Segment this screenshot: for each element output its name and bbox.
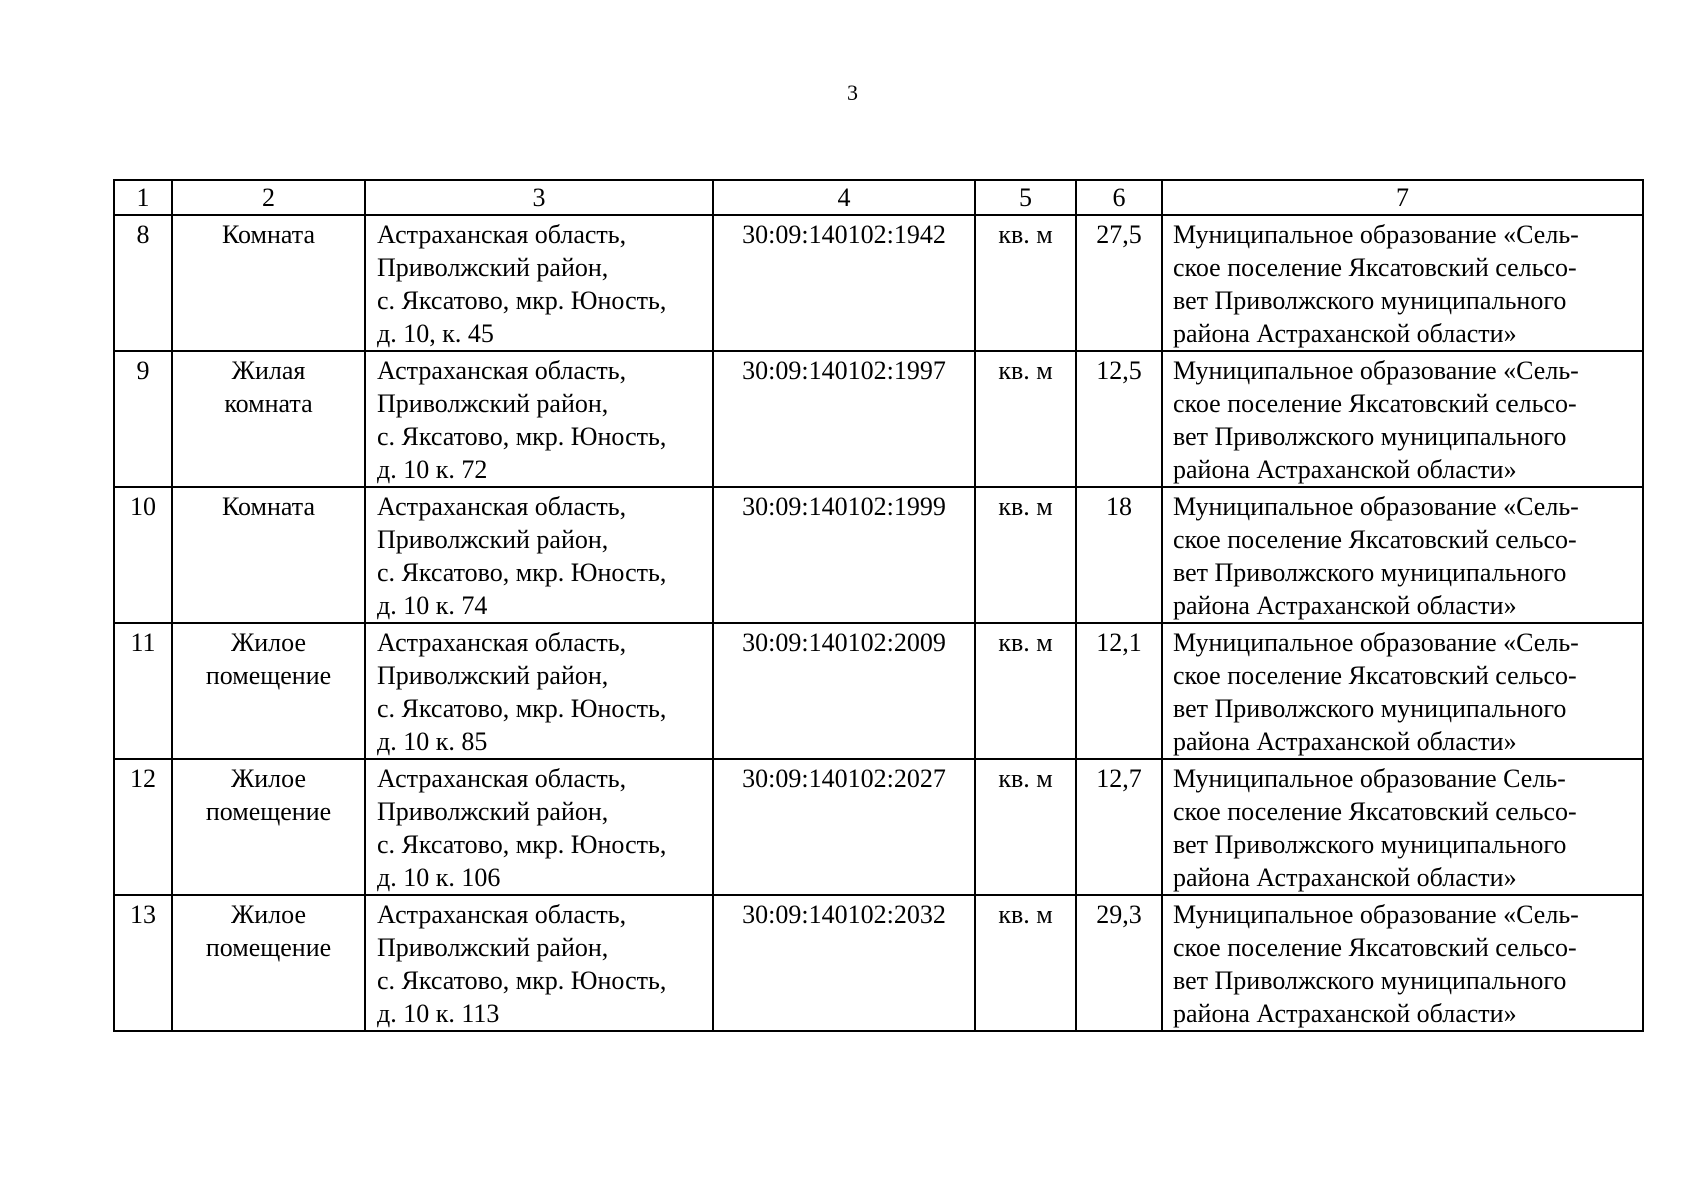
address-cell-line: Астраханская область, xyxy=(377,220,627,249)
cadastral-number-cell: 30:09:140102:2009 xyxy=(713,623,975,759)
address-cell xyxy=(365,623,713,759)
object-name-cell xyxy=(172,351,365,487)
row-number-cell: 11 xyxy=(114,623,172,759)
owner-cell xyxy=(1162,215,1643,351)
unit-cell: кв. м xyxy=(975,487,1076,623)
cadastral-number-cell: 30:09:140102:1942 xyxy=(713,215,975,351)
address-cell-line: с. Яксатово, мкр. Юность, xyxy=(377,286,667,315)
object-name-cell-line: комната xyxy=(224,389,313,418)
address-cell-line: Астраханская область, xyxy=(377,900,627,929)
table-row xyxy=(114,487,1643,623)
address-cell-line: Приволжский район, xyxy=(377,253,609,282)
table-body xyxy=(114,180,1643,1031)
object-name-cell xyxy=(172,759,365,895)
owner-cell-line: ское поселение Яксатовский сельсо- xyxy=(1173,389,1577,418)
address-cell-line: с. Яксатово, мкр. Юность, xyxy=(377,830,667,859)
cadastral-number-cell: 30:09:140102:1999 xyxy=(713,487,975,623)
unit-cell: кв. м xyxy=(975,351,1076,487)
owner-cell xyxy=(1162,351,1643,487)
header-cell: 1 xyxy=(114,180,172,215)
object-name-cell xyxy=(172,623,365,759)
header-cell: 3 xyxy=(365,180,713,215)
object-name-cell xyxy=(172,895,365,1031)
owner-cell-line: вет Приволжского муниципального xyxy=(1173,286,1567,315)
cadastral-number-cell: 30:09:140102:1997 xyxy=(713,351,975,487)
row-number-cell: 8 xyxy=(114,215,172,351)
area-cell: 12,7 xyxy=(1076,759,1162,895)
address-cell xyxy=(365,895,713,1031)
object-name-cell-line: Комната xyxy=(221,492,315,521)
owner-cell-line: вет Приволжского муниципального xyxy=(1173,694,1567,723)
address-cell-line: с. Яксатово, мкр. Юность, xyxy=(377,558,667,587)
area-cell: 12,5 xyxy=(1076,351,1162,487)
header-cell: 4 xyxy=(713,180,975,215)
owner-cell-line: вет Приволжского муниципального xyxy=(1173,830,1567,859)
address-cell-line: д. 10 к. 74 xyxy=(377,591,488,620)
address-cell-line: Приволжский район, xyxy=(377,389,609,418)
owner-cell-line: ское поселение Яксатовский сельсо- xyxy=(1173,661,1577,690)
address-cell-line: Астраханская область, xyxy=(377,356,627,385)
owner-cell xyxy=(1162,895,1643,1031)
address-cell-line: Приволжский район, xyxy=(377,933,609,962)
owner-cell-line: ское поселение Яксатовский сельсо- xyxy=(1173,933,1577,962)
area-cell: 27,5 xyxy=(1076,215,1162,351)
header-cell: 2 xyxy=(172,180,365,215)
address-cell-line: д. 10 к. 106 xyxy=(377,863,501,892)
owner-cell-line: Муниципальное образование «Сель- xyxy=(1173,356,1579,385)
row-number-cell: 12 xyxy=(114,759,172,895)
owner-cell-line: района Астраханской области» xyxy=(1173,863,1517,892)
object-name-cell-line: помещение xyxy=(205,797,332,826)
address-cell xyxy=(365,759,713,895)
owner-cell-line: вет Приволжского муниципального xyxy=(1173,422,1567,451)
unit-cell: кв. м xyxy=(975,759,1076,895)
object-name-cell-line: помещение xyxy=(205,661,332,690)
address-cell-line: Приволжский район, xyxy=(377,661,609,690)
owner-cell-line: района Астраханской области» xyxy=(1173,999,1517,1028)
owner-cell-line: вет Приволжского муниципального xyxy=(1173,558,1567,587)
owner-cell-line: ское поселение Яксатовский сельсо- xyxy=(1173,253,1577,282)
owner-cell xyxy=(1162,623,1643,759)
table-row xyxy=(114,759,1643,895)
area-cell: 18 xyxy=(1076,487,1162,623)
owner-cell-line: района Астраханской области» xyxy=(1173,591,1517,620)
row-number-cell: 9 xyxy=(114,351,172,487)
area-cell: 12,1 xyxy=(1076,623,1162,759)
address-cell-line: д. 10 к. 72 xyxy=(377,455,488,484)
header-cell: 6 xyxy=(1076,180,1162,215)
object-name-cell xyxy=(172,215,365,351)
object-name-cell-line: Жилая xyxy=(231,356,306,385)
address-cell-line: с. Яксатово, мкр. Юность, xyxy=(377,966,667,995)
address-cell-line: Астраханская область, xyxy=(377,628,627,657)
table-row xyxy=(114,623,1643,759)
header-cell: 7 xyxy=(1162,180,1643,215)
owner-cell-line: Муниципальное образование «Сель- xyxy=(1173,628,1579,657)
owner-cell-line: ское поселение Яксатовский сельсо- xyxy=(1173,525,1577,554)
owner-cell-line: района Астраханской области» xyxy=(1173,455,1517,484)
address-cell-line: Астраханская область, xyxy=(377,492,627,521)
table-row xyxy=(114,215,1643,351)
object-name-cell-line: помещение xyxy=(205,933,332,962)
page-number: 3 xyxy=(847,80,858,105)
owner-cell-line: вет Приволжского муниципального xyxy=(1173,966,1567,995)
owner-cell-line: Муниципальное образование Сель- xyxy=(1173,764,1566,793)
owner-cell-line: Муниципальное образование «Сель- xyxy=(1173,220,1579,249)
owner-cell xyxy=(1162,759,1643,895)
object-name-cell-line: Жилое xyxy=(230,764,307,793)
table-row xyxy=(114,351,1643,487)
object-name-cell-line: Жилое xyxy=(230,900,307,929)
unit-cell: кв. м xyxy=(975,623,1076,759)
owner-cell-line: района Астраханской области» xyxy=(1173,727,1517,756)
address-cell xyxy=(365,351,713,487)
row-number-cell: 13 xyxy=(114,895,172,1031)
cadastral-number-cell: 30:09:140102:2027 xyxy=(713,759,975,895)
cadastral-number-cell: 30:09:140102:2032 xyxy=(713,895,975,1031)
address-cell-line: с. Яксатово, мкр. Юность, xyxy=(377,422,667,451)
owner-cell-line: ское поселение Яксатовский сельсо- xyxy=(1173,797,1577,826)
address-cell-line: д. 10 к. 113 xyxy=(377,999,500,1028)
owner-cell xyxy=(1162,487,1643,623)
property-table xyxy=(113,179,1644,1032)
owner-cell-line: Муниципальное образование «Сель- xyxy=(1173,492,1579,521)
area-cell: 29,3 xyxy=(1076,895,1162,1031)
address-cell-line: Приволжский район, xyxy=(377,525,609,554)
header-cell: 5 xyxy=(975,180,1076,215)
unit-cell: кв. м xyxy=(975,215,1076,351)
address-cell-line: д. 10 к. 85 xyxy=(377,727,488,756)
unit-cell: кв. м xyxy=(975,895,1076,1031)
address-cell-line: д. 10, к. 45 xyxy=(377,319,494,348)
row-number-cell: 10 xyxy=(114,487,172,623)
address-cell-line: Астраханская область, xyxy=(377,764,627,793)
address-cell-line: с. Яксатово, мкр. Юность, xyxy=(377,694,667,723)
table-header-row xyxy=(114,180,1643,215)
object-name-cell-line: Жилое xyxy=(230,628,307,657)
table-row xyxy=(114,895,1643,1031)
address-cell xyxy=(365,487,713,623)
address-cell-line: Приволжский район, xyxy=(377,797,609,826)
object-name-cell-line: Комната xyxy=(221,220,315,249)
owner-cell-line: района Астраханской области» xyxy=(1173,319,1517,348)
address-cell xyxy=(365,215,713,351)
object-name-cell xyxy=(172,487,365,623)
owner-cell-line: Муниципальное образование «Сель- xyxy=(1173,900,1579,929)
